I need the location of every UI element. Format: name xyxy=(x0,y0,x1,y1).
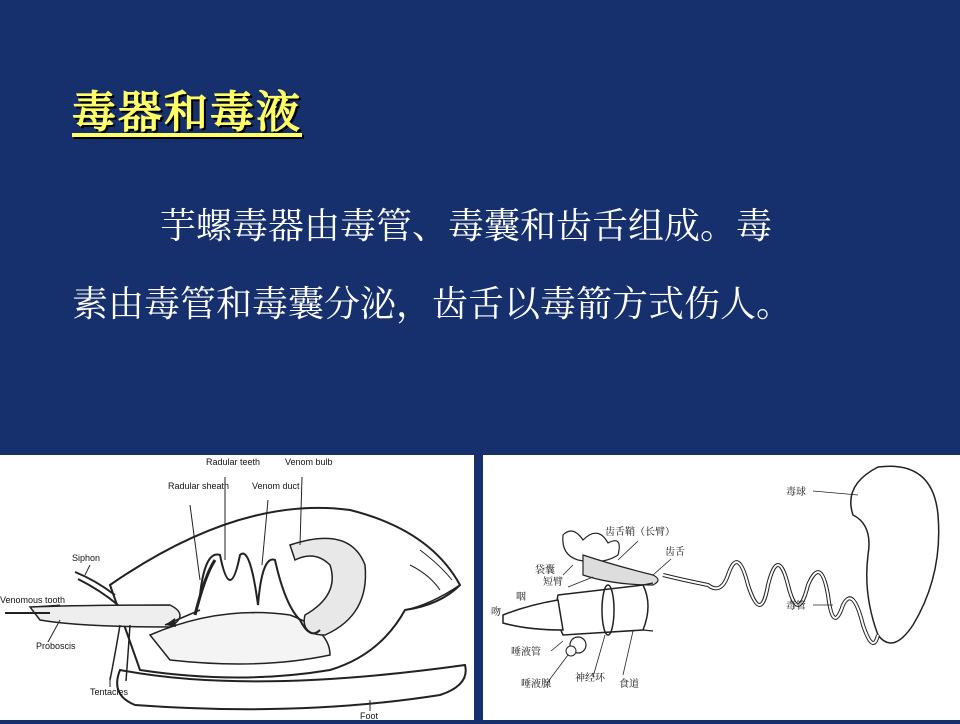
label-radula-cn: 齿舌 xyxy=(665,547,685,558)
label-venom-duct-cn: 毒管 xyxy=(786,601,806,612)
label-mouth-cn: 吻 xyxy=(491,607,501,618)
venom-apparatus-figure xyxy=(483,455,960,720)
paragraph-line-1: 芋螺毒器由毒管、毒囊和齿舌组成。毒 xyxy=(160,206,773,247)
label-tentacles: Tentacles xyxy=(90,687,129,697)
slide-paragraph xyxy=(72,188,932,344)
label-short-arm-cn: 短臂 xyxy=(543,577,563,588)
cone-snail-anatomy-figure xyxy=(0,455,474,720)
panel-divider xyxy=(474,455,483,720)
label-nerve-ring-cn: 神经环 xyxy=(575,673,605,684)
venom-apparatus-illustration xyxy=(483,455,960,720)
label-venom-bulb-cn: 毒球 xyxy=(786,487,806,498)
label-proboscis: Proboscis xyxy=(36,641,76,651)
label-salivary-gland-cn: 唾液腺 xyxy=(521,679,551,690)
label-pharynx-cn: 咽 xyxy=(516,592,526,603)
label-radular-sheath: Radular sheath xyxy=(168,481,230,491)
label-venom-bulb: Venom bulb xyxy=(285,457,333,467)
label-foot: Foot xyxy=(360,711,379,720)
slide-title: 毒器和毒液 xyxy=(72,87,302,138)
label-radular-teeth: Radular teeth xyxy=(206,457,261,467)
label-radular-sac-cn: 袋囊 xyxy=(535,565,555,576)
label-esophagus-cn: 食道 xyxy=(619,679,639,690)
paragraph-line-2: 素由毒管和毒囊分泌，齿舌以毒箭方式伤人。 xyxy=(72,284,793,325)
cone-snail-anatomy-illustration xyxy=(0,455,474,720)
label-salivary-duct-cn: 唾液管 xyxy=(511,647,541,658)
label-venomous-tooth: Venomous tooth xyxy=(0,595,66,605)
label-venom-duct: Venom duct xyxy=(252,481,300,491)
label-siphon: Siphon xyxy=(72,553,101,563)
label-radular-sheath-cn: 齿舌鞘（长臂） xyxy=(605,527,675,538)
